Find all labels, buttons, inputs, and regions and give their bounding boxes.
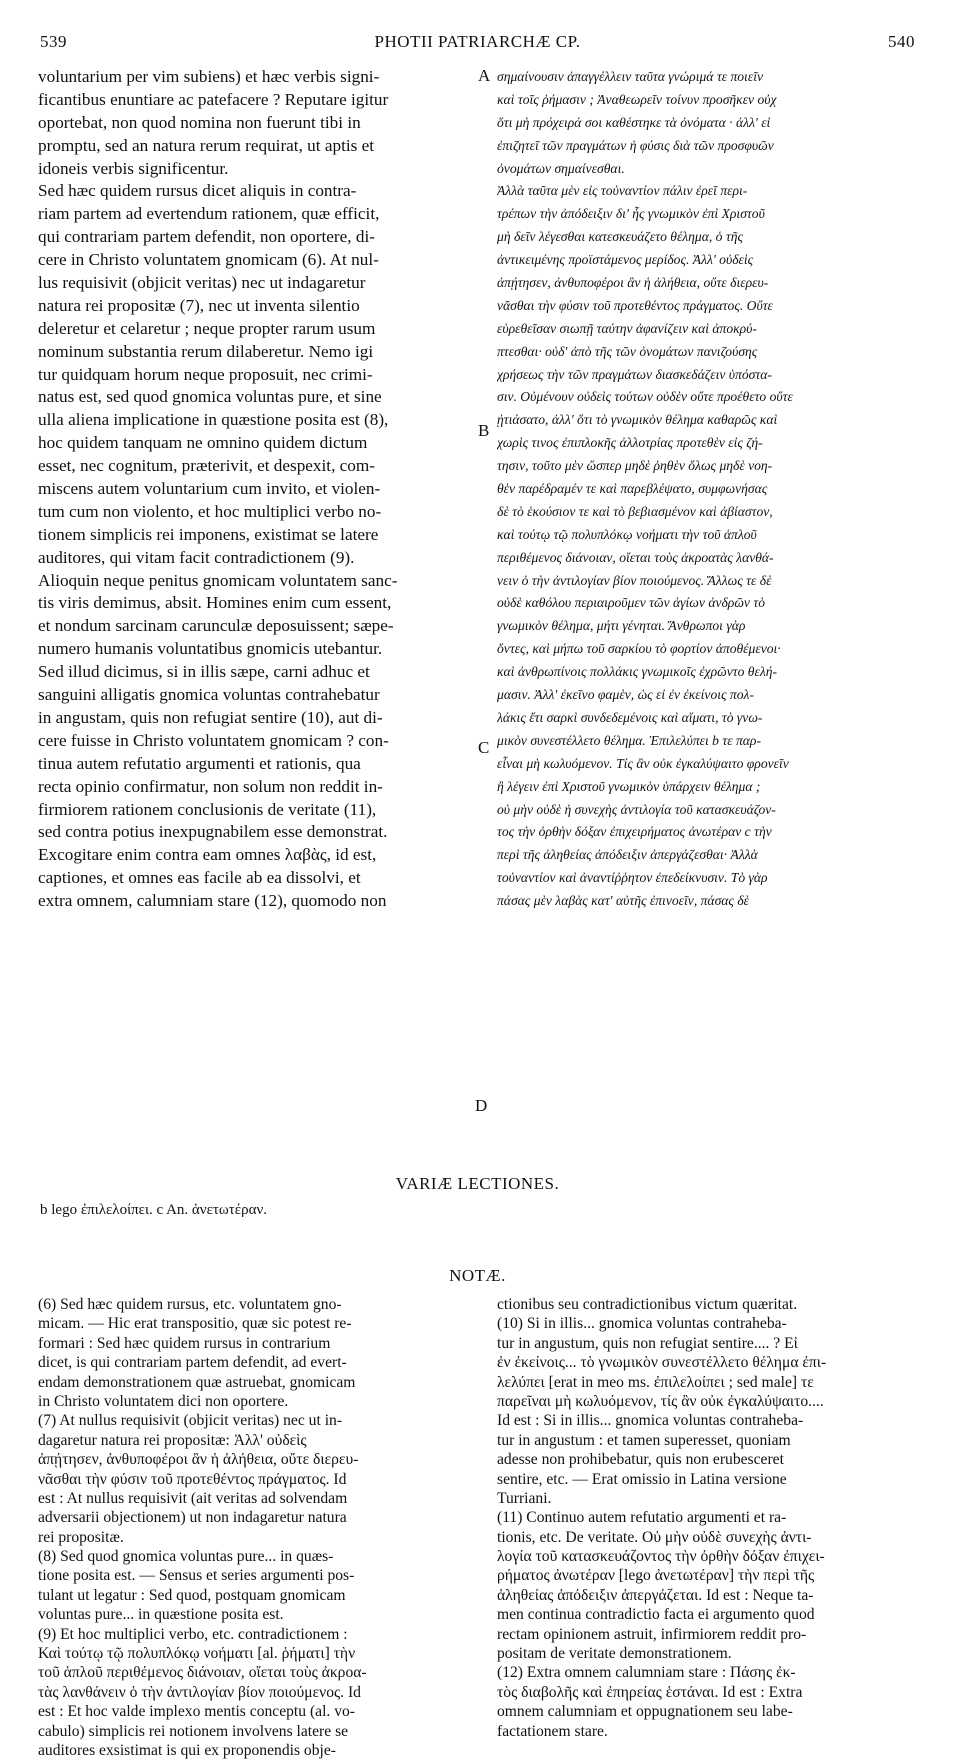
- note-line: adversarii objectionem) ut non indagaretur natura: [38, 1509, 347, 1527]
- latin-text-line: ficantibus enuntiare ac patefacere ? Reputare igitur: [38, 89, 389, 109]
- greek-text-line: μὴ δεῖν λέγεσθαι κατεσκευάζετο θέλημα, ὁ τῆς: [497, 229, 744, 245]
- note-line: cabulo) simplicis rei notionem involvens latere se: [38, 1722, 349, 1740]
- notes-right-column: [497, 1295, 927, 1741]
- note-line: dicet, is qui contrariam partem defendit, ad evert-: [38, 1354, 347, 1372]
- latin-text-line: deleretur et celaretur ; neque propter rarum usum: [38, 318, 376, 338]
- latin-text-line: miscens autem voluntarium cum invito, et violen-: [38, 479, 381, 499]
- note-line: rectam opinionem astruit, infirmiorem reddit pro-: [497, 1625, 807, 1643]
- greek-text-line: εὑρεθεῖσαν σιωπῇ ταύτην ἀφανίζειν καὶ ἀποκρύ-: [497, 320, 757, 336]
- note-line: tulant ut legatur : Sed quod, postquam gnomicam: [38, 1586, 346, 1604]
- latin-text-line: ulla aliena implicatione in quæstione posita est (8),: [38, 410, 389, 430]
- latin-text-line: tur quidquam horum neque proposuit, nec crimi-: [38, 364, 373, 384]
- latin-text-line: et nondum sarcinam carunculæ deposuissent; sæpe-: [38, 616, 394, 636]
- latin-text-line: voluntarium per vim subiens) et hæc verbis signi-: [38, 67, 380, 86]
- note-line: (8) Sed quod gnomica voluntas pure... in quæs-: [38, 1548, 334, 1566]
- note-line: Καὶ τούτῳ τῷ πολυπλόκῳ νοήματι [al. ῥήματι] τὴν: [38, 1645, 356, 1663]
- greek-text-line: χωρὶς τινος ἐπιπλοκῆς ἀλλοτρίας προτεθὲν εἰς ζή-: [497, 435, 763, 451]
- latin-text-line: in angustam, quis non refugiat sentire (10), aut di-: [38, 707, 383, 727]
- note-line: ἀπῄτησεν, ἀνθυποφέροι ἂν ἡ ἀλήθεια, οὔτε διερευ-: [38, 1451, 359, 1469]
- latin-text-line: recta opinio confirmatur, non solum non reddit in-: [38, 776, 383, 796]
- greek-text-line: πάσας μὲν λαβὰς κατ' αὐτῆς ἐπινοεῖν, πάσας δὲ: [497, 893, 749, 909]
- latin-text-line: firmiorem rationem conclusionis de veritate (11),: [38, 799, 377, 819]
- latin-text-line: auditores, qui vitam facit contradictionem (9).: [38, 547, 355, 567]
- greek-text-line: μικὸν συνεστέλλετο θέλημα. Ἐπιλελύπει b τε παρ-: [497, 732, 761, 748]
- variae-lectiones-text: b lego ἐπιλελοίπει. c An. ἀνετωτέραν.: [40, 1202, 267, 1218]
- margin-marker-b: B: [478, 421, 490, 440]
- latin-text-line: extra omnem, calumniam stare (12), quomodo non: [38, 891, 387, 911]
- latin-text-line: sed contra potius inexpugnabilem esse demonstrat.: [38, 822, 388, 842]
- greek-text-line: ἀντικειμένης προϊστάμενος μερίδος. Ἀλλ' οὐδεὶς: [497, 252, 754, 268]
- latin-text-line: Sed illud dicimus, si in illis sæpe, carni adhuc et: [38, 662, 370, 682]
- latin-text-line: cere in Christo voluntatem gnomicam (6). At nul-: [38, 250, 379, 270]
- greek-text-line: περιθέμενος διάνοιαν, οἴεται τοὺς ἀκροατὰς λανθά-: [497, 549, 774, 565]
- note-line: (9) Et hoc multiplici verbo, etc. contradictionem :: [38, 1625, 348, 1643]
- note-line: auditores exsistimat is qui ex proponendis obje-: [38, 1741, 336, 1759]
- note-line: παρεῖναι μὴ κωλυόμενον, τίς ἂν οὐκ ἐγκαλύψαιτο....: [497, 1392, 824, 1410]
- note-line: ἐν ἐκείνοις... τὸ γνωμικὸν συνεστέλλετο θέλημα ἐπι-: [497, 1354, 827, 1372]
- greek-text-line: οὐδὲ καθόλου περιαιροῦμεν τῶν ἁγίων ἀνδρῶν τὸ: [497, 595, 766, 611]
- greek-text-line: καὶ ἀνθρωπίνοις πολλάκις γνωμικοῖς ἐχρῶντο θελή-: [497, 664, 777, 680]
- note-line: men continua contradictio facta ei argumento quod: [497, 1606, 815, 1624]
- greek-text-line: τος τὴν ὀρθὴν δόξαν ἐπιχειρήματος ἀνωτέραν c τὴν: [497, 824, 772, 840]
- greek-text-line: ὀνομάτων σημαίνεσθαι.: [497, 160, 625, 176]
- note-line: Turriani.: [497, 1489, 552, 1507]
- note-line: tione posita est. — Sensus et series argumenti pos-: [38, 1567, 355, 1585]
- note-line: positam de veritate demonstrationem.: [497, 1645, 732, 1663]
- latin-text-line: natus est, sed quod gnomica voluntas pure, et sine: [38, 387, 382, 407]
- latin-text-line: qui contrariam partem defendit, non oportere, di-: [38, 227, 375, 247]
- greek-text-line: ὅτι μὴ πρόχειρά σοι καθέστηκε τὰ ὀνόματα · ἀλλ' εἰ: [497, 114, 771, 130]
- note-line: endam demonstrationem quæ astruebat, gnomicam: [38, 1373, 356, 1391]
- running-title: PHOTII PATRIARCHÆ CP.: [374, 32, 581, 51]
- note-line: voluntas pure... in quæstione posita est.: [38, 1606, 284, 1624]
- latin-text-line: numero humanis voluntatibus gnomicis utebantur.: [38, 639, 383, 659]
- greek-text-line: θὲν παρέδραμέν τε καὶ παρεβλέψατο, συμφωνήσας: [497, 481, 768, 497]
- greek-text-line: τησιν, τοῦτο μὲν ὥσπερ μηδὲ ῥηθὲν ὅλως μηδὲ νοη-: [497, 458, 773, 474]
- margin-marker-c: C: [478, 738, 490, 757]
- note-line: τοῦ ἁπλοῦ περιθέμενος διάνοιαν, οἴεται τοὺς ἀκροα-: [38, 1664, 367, 1682]
- greek-text-line: γνωμικὸν θέλημα, μήτι γένηται. Ἄνθρωποι γὰρ: [497, 618, 746, 634]
- note-line: dagaretur natura rei propositæ: Ἀλλ' οὐδεὶς: [38, 1431, 307, 1449]
- note-line: ρήματος ἀνωτέραν [lego ἀνετωτέραν] τὴν περὶ τῆς: [497, 1567, 815, 1585]
- greek-text-line: καὶ τούτῳ τῷ πολυπλόκῳ νοήματι τὴν τοῦ ἁπλοῦ: [497, 526, 757, 542]
- note-line: ctionibus seu contradictionibus victum quæritat.: [497, 1296, 798, 1313]
- greek-text-line: σιν. Οὐμένουν οὐδεὶς τούτων οὐδὲν οὔτε προέθετο οὔτε: [497, 389, 793, 405]
- note-line: (10) Si in illis... gnomica voluntas contraheba-: [497, 1315, 787, 1333]
- note-line: rei propositæ.: [38, 1528, 124, 1546]
- note-line: λελύπει [erat in meo ms. ἐπιλελοίπει ; sed male] τε: [497, 1373, 814, 1391]
- greek-text-line: μασιν. Ἀλλ' ἐκεῖνο φαμὲν, ὡς εἰ ἐν ἐκείνοις πολ-: [497, 687, 754, 703]
- note-line: ἀληθείας ἀπόδειξιν ἀπεργάζεται. Id est : Neque ta-: [497, 1586, 814, 1604]
- greek-text-line: ἀπῄτησεν, ἀνθυποφέροι ἂν ἡ ἀλήθεια, οὔτε διερευ-: [497, 275, 769, 291]
- note-line: νᾶσθαι τὴν φύσιν τοῦ προτεθέντος πράγματος. Id: [38, 1470, 347, 1488]
- greek-text-line: πτεσθαι· οὐδ' ἀπὸ τῆς τῶν ὀνομάτων πανιζούσης: [497, 343, 758, 359]
- greek-text-line: ᾐτιάσατο, ἀλλ' ὅτι τὸ γνωμικὸν θέλημα καθαρῶς καὶ: [497, 412, 778, 428]
- note-line: tionis, etc. De veritate. Οὐ μὴν οὐδὲ συνεχὴς ἀντι-: [497, 1528, 812, 1546]
- greek-text-line: ἢ λέγειν ἐπὶ Χριστοῦ γνωμικὸν ὑπάρχειν θέλημα ;: [497, 778, 761, 794]
- latin-text-line: hoc quidem tanquam ne omnino quidem dictum: [38, 433, 368, 453]
- greek-column: [497, 66, 927, 913]
- margin-marker-a: A: [478, 66, 491, 85]
- latin-column: [38, 66, 470, 913]
- notes-left-column: [38, 1295, 470, 1760]
- page-number-right: 540: [888, 32, 915, 51]
- greek-text-line: ἐπιζητεῖ τῶν πραγμάτων ἡ φύσις διὰ τῶν προσφυῶν: [497, 137, 774, 153]
- note-line: omnem calumniam et oppugnationem seu labe-: [497, 1703, 793, 1721]
- note-line: formari : Sed hæc quidem rursus in contrarium: [38, 1334, 331, 1352]
- latin-text-line: natura rei propositæ (7), nec ut inventa silentio: [38, 295, 360, 315]
- note-line: Id est : Si in illis... gnomica voluntas contraheba-: [497, 1412, 804, 1430]
- greek-text-line: σημαίνουσιν ἀπαγγέλλειν ταῦτα γνώριμά τε ποιεῖν: [497, 69, 764, 84]
- latin-text-line: cere fuisse in Christo voluntatem gnomicam ? con-: [38, 730, 389, 750]
- latin-text-line: nominum substantia rerum dilaberetur. Nemo igi: [38, 341, 374, 361]
- latin-text-line: sanguini alligatis gnomica voluntas contrahebatur: [38, 685, 380, 705]
- greek-text-line: λάκις ἔτι σαρκὶ συνδεδεμένοις καὶ αἵματι, τὸ γνω-: [497, 709, 763, 725]
- note-line: adesse non prohibebatur, quis non erubesceret: [497, 1451, 784, 1469]
- greek-text-line: δὲ τὸ ἑκούσιον τε καὶ τὸ βεβιασμένον καὶ ἀβίαστον,: [497, 503, 773, 519]
- latin-text-line: Sed hæc quidem rursus dicet aliquis in contra-: [38, 181, 357, 201]
- latin-text-line: esset, nec cognitum, præterivit, et despexit, com-: [38, 456, 375, 476]
- latin-text-line: captiones, et omnes eas facile ab ea dissolvi, et: [38, 868, 361, 888]
- margin-marker-d: D: [475, 1096, 488, 1115]
- latin-text-line: tis viris demimus, absit. Homines enim cum essent,: [38, 593, 392, 613]
- note-line: λογία τοῦ κατασκευάζοντος τὴν ὀρθὴν δόξαν ἐπιχει-: [497, 1548, 825, 1566]
- note-line: in Christo voluntatem dici non oportere.: [38, 1392, 289, 1410]
- note-line: (7) At nullus requisivit (objicit veritas) nec ut in-: [38, 1412, 343, 1430]
- greek-text-line: τοὐναντίον καὶ ἀναντίῤῥητον ἐπεδείκνυσιν. Τὸ γὰρ: [497, 870, 768, 886]
- latin-text-line: oportebat, non quod nomina non fuerunt tibi in: [38, 112, 361, 132]
- note-line: τὰς λανθάνειν ὁ τὴν ἀντιλογίαν βίον ποιούμενος. Id: [38, 1683, 361, 1701]
- note-line: (11) Continuo autem refutatio argumenti et ra-: [497, 1509, 787, 1527]
- greek-text-line: ὄντες, καὶ μήπω τοῦ σαρκίου τὸ φορτίον ἀποθέμενοι·: [497, 641, 781, 657]
- greek-text-line: εἶναι μὴ κωλυόμενον. Τίς ἂν οὐκ ἐγκαλύψαιτο φρονεῖν: [497, 755, 789, 771]
- latin-text-line: Alioquin neque penitus gnomicam voluntatem sanc-: [38, 570, 398, 590]
- latin-text-line: riam partem ad evertendum rationem, quæ efficit,: [38, 204, 380, 224]
- note-line: micam. — Hic erat transpositio, quæ sic potest re-: [38, 1315, 352, 1333]
- note-line: tur in angustum : et tamen superesset, quoniam: [497, 1431, 791, 1449]
- note-line: τὸς διαβολῆς καὶ ἐπηρείας ἑστάναι. Id est : Extra: [497, 1683, 803, 1701]
- greek-text-line: καὶ τοῖς ῥήμασιν ; Ἀναθεωρεῖν τοίνυν προσῆκεν οὐχ: [497, 91, 777, 107]
- latin-text-line: tum cum non violento, et hoc multiplici verbo no-: [38, 501, 382, 521]
- latin-text-line: promptu, sed an natura rerum requirat, ut aptis et: [38, 135, 375, 155]
- greek-text-line: χρήσεως τὴν τῶν πραγμάτων διασκεδάζειν ὑπόστα-: [497, 366, 772, 382]
- note-line: sentire, etc. — Erat omissio in Latina versione: [497, 1470, 787, 1488]
- latin-text-line: Excogitare enim contra eam omnes λαβὰς, id est,: [38, 845, 377, 865]
- greek-text-line: Ἀλλὰ ταῦτα μὲν εἰς τοὐναντίον πάλιν ἐρεῖ περι-: [497, 183, 748, 199]
- greek-text-line: τρέπων τὴν ἀπόδειξιν δι' ἧς γνωμικὸν ἐπὶ Χριστοῦ: [497, 206, 765, 222]
- latin-text-line: idoneis verbis significentur.: [38, 158, 229, 178]
- latin-text-line: tinua autem refutatio argumenti et rationis, qua: [38, 753, 361, 773]
- note-line: (6) Sed hæc quidem rursus, etc. voluntatem gno-: [38, 1296, 342, 1313]
- greek-text-line: οὐ μὴν οὐδὲ ἡ συνεχὴς ἀντιλογία τοῦ κατασκευάζον-: [497, 801, 776, 817]
- latin-text-line: tionem simplicis rei imponens, existimat se latere: [38, 524, 379, 544]
- note-line: est : Et hoc valde implexo mentis conceptu (al. vo-: [38, 1703, 355, 1721]
- notae-title: NOTÆ.: [449, 1266, 506, 1285]
- note-line: est : At nullus requisivit (ait veritas ad solvendam: [38, 1489, 348, 1507]
- greek-text-line: νᾶσθαι τὴν φύσιν τοῦ προτεθέντος πράγματος. Οὔτε: [497, 297, 773, 313]
- greek-text-line: νειν ὁ τὴν ἀντιλογίαν βίον ποιούμενος. Ἄλλως τε δὲ: [497, 572, 772, 588]
- page-number-left: 539: [40, 32, 67, 51]
- variae-lectiones-title: VARIÆ LECTIONES.: [395, 1174, 560, 1193]
- note-line: tur in angustum, quis non refugiat sentire.... ? Εἰ: [497, 1334, 798, 1352]
- greek-text-line: περὶ τῆς ἀληθείας ἀπόδειξιν ἀπεργάζεσθαι· Ἀλλὰ: [497, 847, 758, 863]
- note-line: factationem stare.: [497, 1722, 608, 1740]
- latin-text-line: lus requisivit (objicit veritas) nec ut indagaretur: [38, 273, 366, 293]
- note-line: (12) Extra omnem calumniam stare : Πάσης ἐκ-: [497, 1664, 796, 1682]
